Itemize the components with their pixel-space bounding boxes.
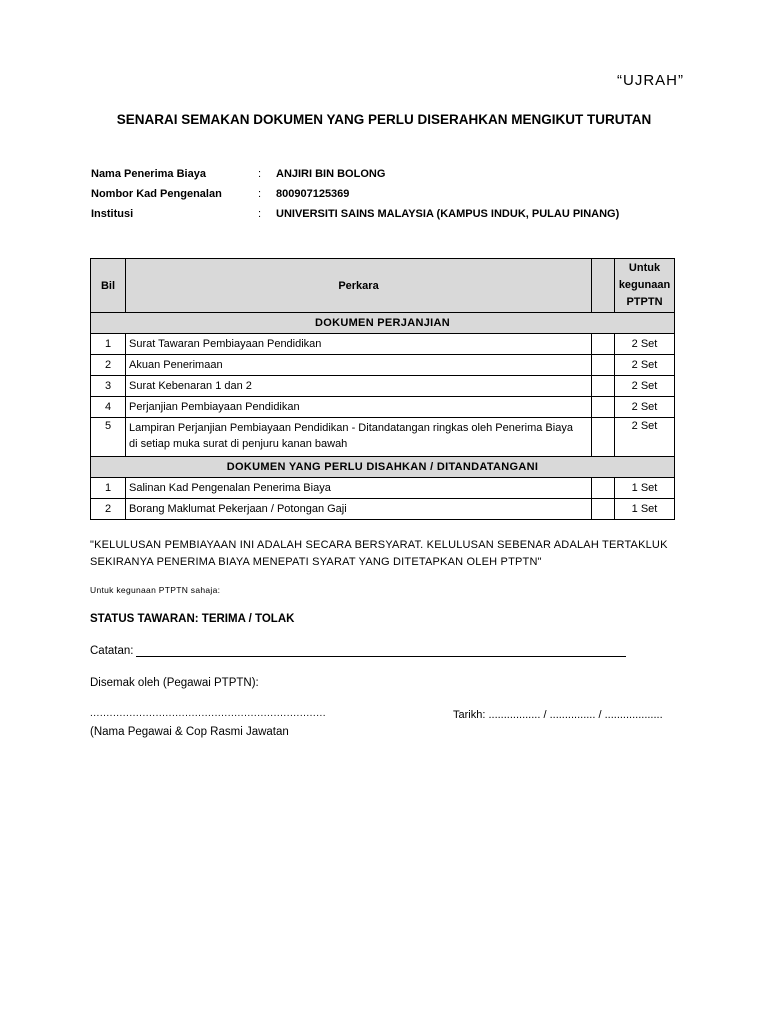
table-header-row <box>91 259 675 313</box>
row-perkara-line: Lampiran Perjanjian Pembiayaan Pendidikan - Ditandatangan ringkas oleh Penerima Biaya <box>129 422 573 434</box>
section-title: DOKUMEN YANG PERLU DISAHKAN / DITANDATANGANI <box>91 457 675 478</box>
header-use-line: PTPTN <box>626 296 663 308</box>
header-use-line: kegunaan <box>618 279 671 291</box>
catatan-label: Catatan: <box>90 645 134 657</box>
row-bil: 5 <box>91 418 126 457</box>
checklist-table <box>90 258 675 520</box>
row-bil: 1 <box>91 334 126 355</box>
info-value: 800907125369 <box>276 188 350 200</box>
info-value: ANJIRI BIN BOLONG <box>276 168 386 180</box>
info-label: Institusi <box>91 208 134 220</box>
row-empty-cell <box>592 376 615 397</box>
tarikh-field[interactable]: Tarikh: ................. / ............... / ................... <box>453 709 663 721</box>
row-bil: 4 <box>91 397 126 418</box>
page-title: SENARAI SEMAKAN DOKUMEN YANG PERLU DISERAHKAN MENGIKUT TURUTAN <box>116 112 652 127</box>
table-row <box>91 355 675 376</box>
row-use: 2 Set <box>615 397 675 418</box>
row-bil: 2 <box>91 499 126 520</box>
info-label: Nombor Kad Pengenalan <box>91 188 222 200</box>
row-perkara <box>126 418 592 457</box>
nama-pegawai-label: (Nama Pegawai & Cop Rasmi Jawatan <box>90 726 289 738</box>
header-use-line: Untuk <box>628 262 661 274</box>
row-perkara: Surat Tawaran Pembiayaan Pendidikan <box>126 334 592 355</box>
section-title: DOKUMEN PERJANJIAN <box>91 313 675 334</box>
row-bil: 1 <box>91 478 126 499</box>
row-empty-cell <box>592 478 615 499</box>
row-perkara: Perjanjian Pembiayaan Pendidikan <box>126 397 592 418</box>
section-row <box>91 457 675 478</box>
header-untuk-kegunaan <box>615 259 675 313</box>
row-use: 2 Set <box>615 376 675 397</box>
conditional-approval-note <box>90 537 690 571</box>
row-empty-cell <box>592 355 615 376</box>
row-use: 2 Set <box>615 418 675 457</box>
status-tawaran: STATUS TAWARAN: TERIMA / TOLAK <box>90 613 295 625</box>
section-row <box>91 313 675 334</box>
table-row <box>91 376 675 397</box>
info-colon: : <box>258 188 262 200</box>
disemak-label: Disemak oleh (Pegawai PTPTN): <box>90 677 259 689</box>
row-perkara-line: di setiap muka surat di penjuru kanan bawah <box>129 438 348 450</box>
row-empty-cell <box>592 418 615 457</box>
table-row <box>91 478 675 499</box>
catatan-line[interactable] <box>136 646 626 657</box>
office-use-label: Untuk kegunaan PTPTN sahaja: <box>90 585 221 595</box>
table-row <box>91 499 675 520</box>
row-empty-cell <box>592 499 615 520</box>
header-perkara: Perkara <box>126 259 592 313</box>
corner-label: “UJRAH” <box>617 72 684 89</box>
row-use: 2 Set <box>615 355 675 376</box>
note-line: SEKIRANYA PENERIMA BIAYA MENEPATI SYARAT YANG DITETAPKAN OLEH PTPTN" <box>90 556 542 568</box>
row-perkara: Akuan Penerimaan <box>126 355 592 376</box>
info-label: Nama Penerima Biaya <box>91 168 206 180</box>
table-row <box>91 397 675 418</box>
info-value: UNIVERSITI SAINS MALAYSIA (KAMPUS INDUK, PULAU PINANG) <box>276 208 620 220</box>
table-row <box>91 334 675 355</box>
row-perkara: Borang Maklumat Pekerjaan / Potongan Gaji <box>126 499 592 520</box>
table-row <box>91 418 675 457</box>
info-colon: : <box>258 208 262 220</box>
header-bil: Bil <box>91 259 126 313</box>
header-empty <box>592 259 615 313</box>
row-perkara: Salinan Kad Pengenalan Penerima Biaya <box>126 478 592 499</box>
note-line: "KELULUSAN PEMBIAYAAN INI ADALAH SECARA BERSYARAT. KELULUSAN SEBENAR ADALAH TERTAKLUK <box>90 539 668 551</box>
catatan-row <box>90 645 626 657</box>
row-perkara: Surat Kebenaran 1 dan 2 <box>126 376 592 397</box>
row-empty-cell <box>592 397 615 418</box>
row-bil: 2 <box>91 355 126 376</box>
row-bil: 3 <box>91 376 126 397</box>
signature-line[interactable]: ........................................................................ <box>90 708 327 719</box>
row-use: 2 Set <box>615 334 675 355</box>
info-colon: : <box>258 168 262 180</box>
row-empty-cell <box>592 334 615 355</box>
row-use: 1 Set <box>615 478 675 499</box>
row-use: 1 Set <box>615 499 675 520</box>
